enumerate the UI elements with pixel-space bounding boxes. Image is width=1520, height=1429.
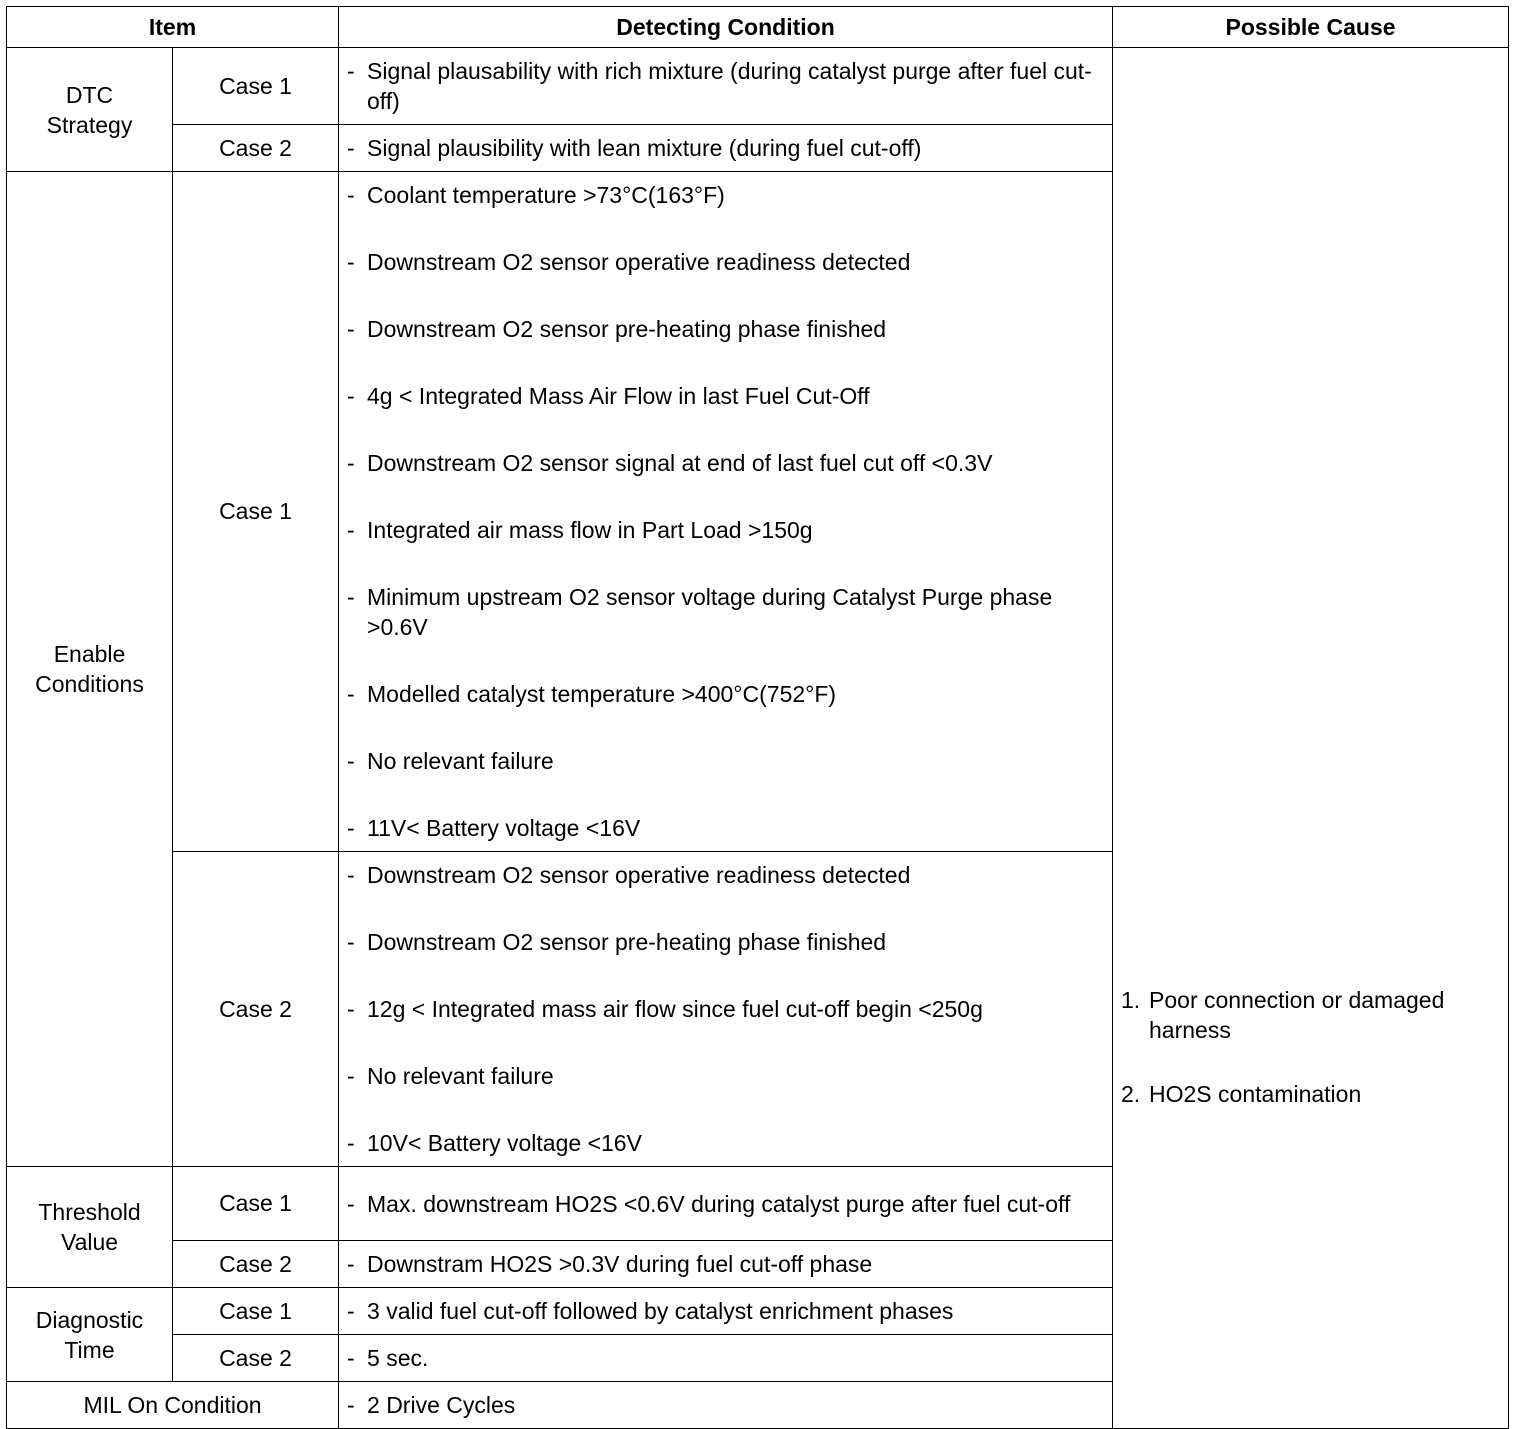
condition-item: - Signal plausability with rich mixture (during catalyst purge after fuel cut-off) (347, 58, 1092, 114)
condition-item: - 12g < Integrated mass air flow since fuel cut-off begin <250g (347, 996, 983, 1022)
condition-item: - No relevant failure (347, 748, 554, 774)
enable-conditions-case2-label: Case 2 (173, 852, 339, 1167)
header-detecting-condition: Detecting Condition (339, 7, 1113, 48)
condition-item: - Downstream O2 sensor operative readiness detected (347, 862, 911, 888)
condition-item: - Integrated air mass flow in Part Load >150g (347, 517, 813, 543)
threshold-value-label: Threshold Value (7, 1167, 173, 1288)
dtc-strategy-case2-label: Case 2 (173, 125, 339, 172)
diagnostic-time-case1-conditions (339, 1288, 1113, 1335)
threshold-value-case2-conditions (339, 1241, 1113, 1288)
condition-item: - No relevant failure (347, 1063, 554, 1089)
header-possible-cause: Possible Cause (1113, 7, 1509, 48)
condition-item: - 5 sec. (347, 1345, 429, 1371)
mil-on-condition-label: MIL On Condition (7, 1382, 339, 1429)
condition-item: - Signal plausibility with lean mixture (during fuel cut-off) (347, 135, 922, 161)
enable-conditions-case2-conditions (339, 852, 1113, 1167)
diagnostic-time-case2-label: Case 2 (173, 1335, 339, 1382)
mil-on-condition-conditions (339, 1382, 1113, 1429)
dtc-strategy-case1-conditions (339, 48, 1113, 125)
condition-item: - Modelled catalyst temperature >400°C(752°F) (347, 681, 837, 707)
diagnostic-time-case1-label: Case 1 (173, 1288, 339, 1335)
condition-item: - 2 Drive Cycles (347, 1392, 516, 1418)
condition-item: - 11V< Battery voltage <16V (347, 815, 641, 841)
cause-item: 2. HO2S contamination (1121, 1081, 1362, 1107)
condition-item: - Max. downstream HO2S <0.6V during catalyst purge after fuel cut-off (347, 1190, 1071, 1217)
cause-item: 1. Poor connection or damaged harness (1121, 987, 1445, 1043)
diagnostic-time-case2-conditions (339, 1335, 1113, 1382)
enable-conditions-case1-conditions (339, 172, 1113, 852)
diagnostic-time-label: Diagnostic Time (7, 1288, 173, 1382)
dtc-strategy-case2-conditions (339, 125, 1113, 172)
condition-item: - Downstream O2 sensor signal at end of last fuel cut off <0.3V (347, 450, 993, 476)
condition-item: - Minimum upstream O2 sensor voltage during Catalyst Purge phase >0.6V (347, 584, 1053, 640)
condition-item: - Coolant temperature >73°C(163°F) (347, 182, 725, 208)
threshold-value-case1-conditions (339, 1167, 1113, 1241)
condition-item: - 4g < Integrated Mass Air Flow in last Fuel Cut-Off (347, 383, 870, 409)
threshold-value-case1-label: Case 1 (173, 1167, 339, 1241)
dtc-strategy-label: DTC Strategy (7, 48, 173, 172)
possible-cause-list (1121, 985, 1500, 1109)
condition-item: - 10V< Battery voltage <16V (347, 1130, 642, 1156)
condition-item: - Downstram HO2S >0.3V during fuel cut-off phase (347, 1251, 873, 1277)
dtc-strategy-case1-label: Case 1 (173, 48, 339, 125)
condition-item: - Downstream O2 sensor operative readiness detected (347, 249, 911, 275)
condition-item: - Downstream O2 sensor pre-heating phase finished (347, 929, 887, 955)
enable-conditions-case1-label: Case 1 (173, 172, 339, 852)
threshold-value-case2-label: Case 2 (173, 1241, 339, 1288)
dtc-table (6, 6, 1509, 1429)
condition-item: - Downstream O2 sensor pre-heating phase finished (347, 316, 887, 342)
possible-cause-cell (1113, 48, 1509, 1429)
enable-conditions-label: Enable Conditions (7, 172, 173, 1167)
condition-item: - 3 valid fuel cut-off followed by catalyst enrichment phases (347, 1298, 954, 1324)
header-item: Item (7, 7, 339, 48)
